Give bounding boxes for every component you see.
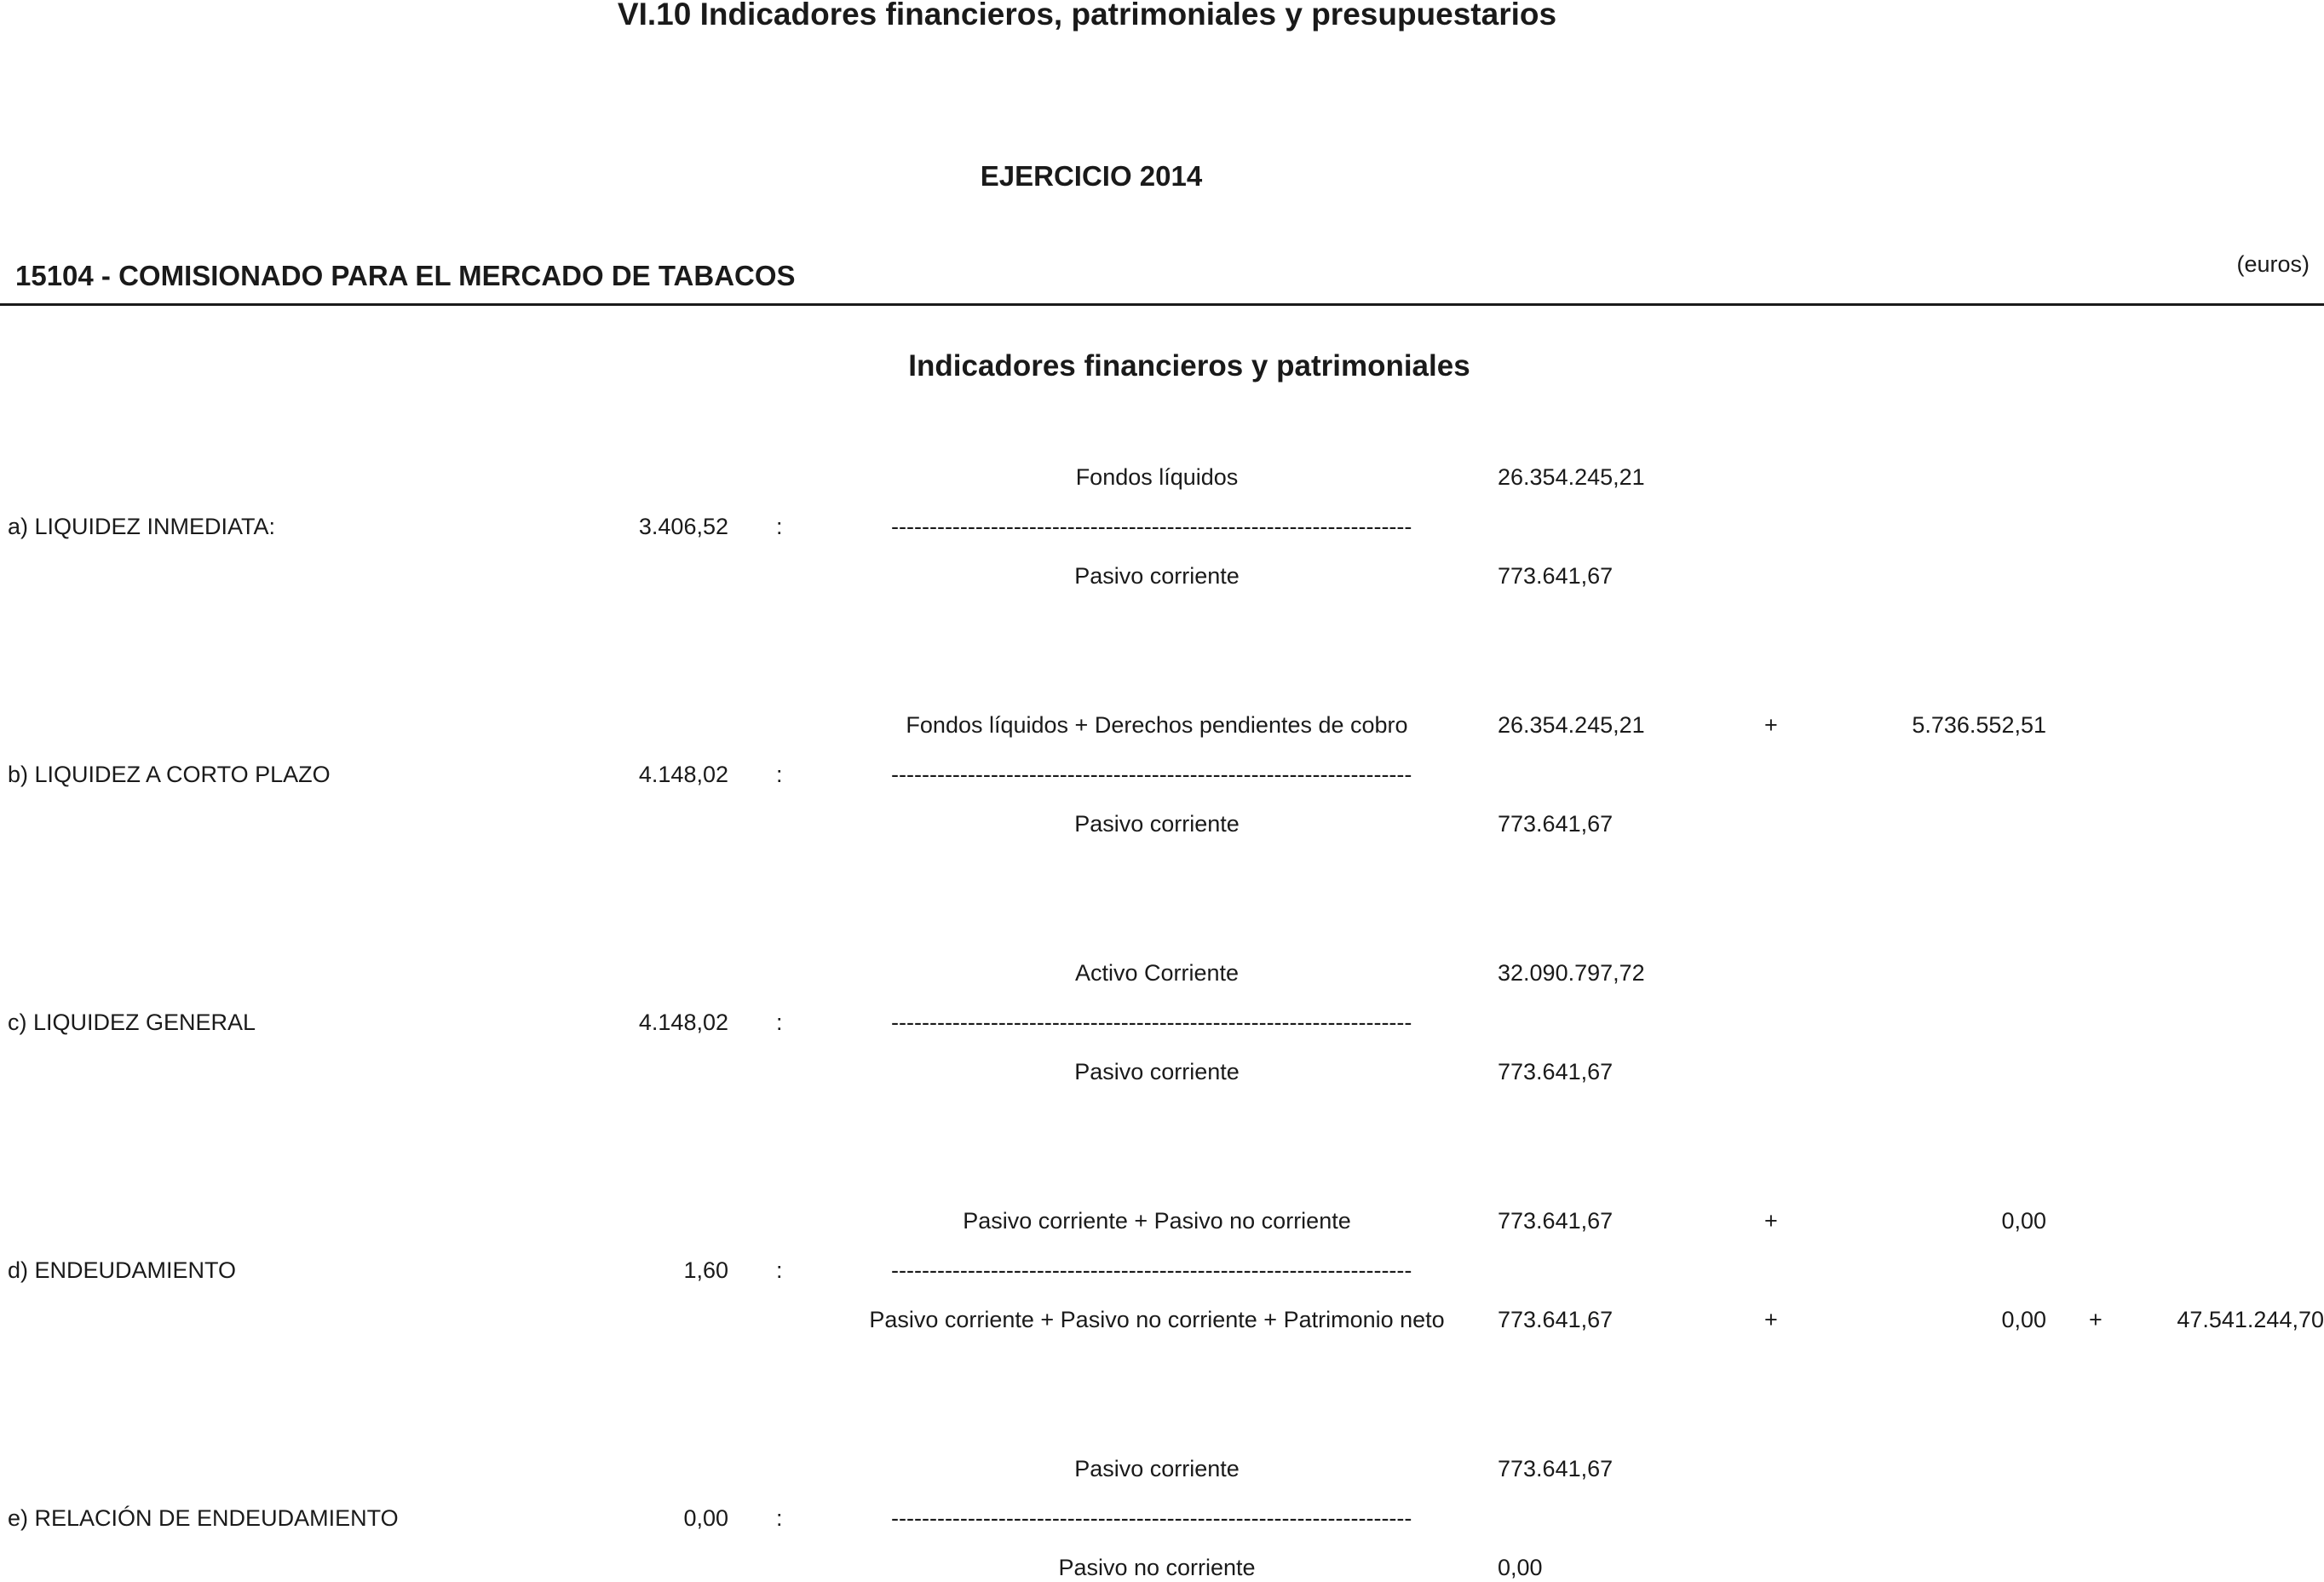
denominator-formula: Pasivo no corriente [1058,1555,1256,1580]
numerator-formula: Fondos líquidos + Derechos pendientes de cobro [906,712,1408,738]
denominator-value-1: 773.641,67 [1498,563,1614,589]
denominator-formula: Pasivo corriente [1074,811,1240,837]
ratio-separator: : [776,762,783,787]
numerator-plus-1: + [1764,1208,1778,1234]
denominator-plus-2: + [2089,1307,2103,1332]
ratio-separator: : [776,1010,783,1035]
numerator-value-1: 773.641,67 [1498,1208,1614,1234]
indicator-ratio: 3.406,52 [638,514,728,539]
indicator-label: d) ENDEUDAMIENTO [8,1257,237,1283]
denominator-formula: Pasivo corriente + Pasivo no corriente + Patrimonio neto [869,1307,1445,1332]
denominator-value-2: 0,00 [2001,1307,2046,1332]
numerator-value-2: 0,00 [2001,1208,2046,1234]
ratio-separator: : [776,514,783,539]
denominator-plus-1: + [1764,1307,1778,1332]
numerator-formula: Pasivo corriente [1074,1456,1240,1481]
indicator-ratio: 4.148,02 [638,1010,728,1035]
fraction-divider: -------------------------------------------------------------------- [891,762,1412,787]
denominator-value-1: 773.641,67 [1498,1307,1614,1332]
ratio-separator: : [776,1505,783,1531]
numerator-value-1: 26.354.245,21 [1498,464,1645,490]
numerator-value-1: 773.641,67 [1498,1456,1614,1481]
denominator-value-3: 47.541.244,70 [2177,1307,2324,1332]
indicator-label: a) LIQUIDEZ INMEDIATA: [8,514,276,539]
numerator-formula: Pasivo corriente + Pasivo no corriente [963,1208,1351,1234]
numerator-value-1: 26.354.245,21 [1498,712,1645,738]
numerator-value-1: 32.090.797,72 [1498,960,1645,986]
indicator-ratio: 0,00 [683,1505,728,1531]
fraction-divider: -------------------------------------------------------------------- [891,514,1412,539]
fraction-divider: -------------------------------------------------------------------- [891,1257,1412,1283]
header-divider [0,303,2324,306]
page-title: VI.10 Indicadores financieros, patrimoniales y presupuestarios [617,0,1557,32]
ratio-separator: : [776,1257,783,1283]
denominator-value-1: 773.641,67 [1498,811,1614,837]
indicator-ratio: 4.148,02 [638,762,728,787]
entity-name: 15104 - COMISIONADO PARA EL MERCADO DE TABACOS [15,260,796,291]
numerator-plus-1: + [1764,712,1778,738]
numerator-value-2: 5.736.552,51 [1912,712,2046,738]
section-title: Indicadores financieros y patrimoniales [908,349,1470,383]
indicator-label: b) LIQUIDEZ A CORTO PLAZO [8,762,331,787]
denominator-value-1: 0,00 [1498,1555,1543,1580]
denominator-formula: Pasivo corriente [1074,1059,1240,1084]
numerator-formula: Fondos líquidos [1075,464,1239,490]
numerator-formula: Activo Corriente [1074,960,1240,986]
indicator-label: c) LIQUIDEZ GENERAL [8,1010,256,1035]
fiscal-year-heading: EJERCICIO 2014 [980,160,1203,192]
fraction-divider: -------------------------------------------------------------------- [891,1010,1412,1035]
indicator-label: e) RELACIÓN DE ENDEUDAMIENTO [8,1505,399,1531]
denominator-value-1: 773.641,67 [1498,1059,1614,1084]
indicator-ratio: 1,60 [683,1257,728,1283]
fraction-divider: -------------------------------------------------------------------- [891,1505,1412,1531]
currency-units: (euros) [2236,251,2310,277]
denominator-formula: Pasivo corriente [1074,563,1240,589]
